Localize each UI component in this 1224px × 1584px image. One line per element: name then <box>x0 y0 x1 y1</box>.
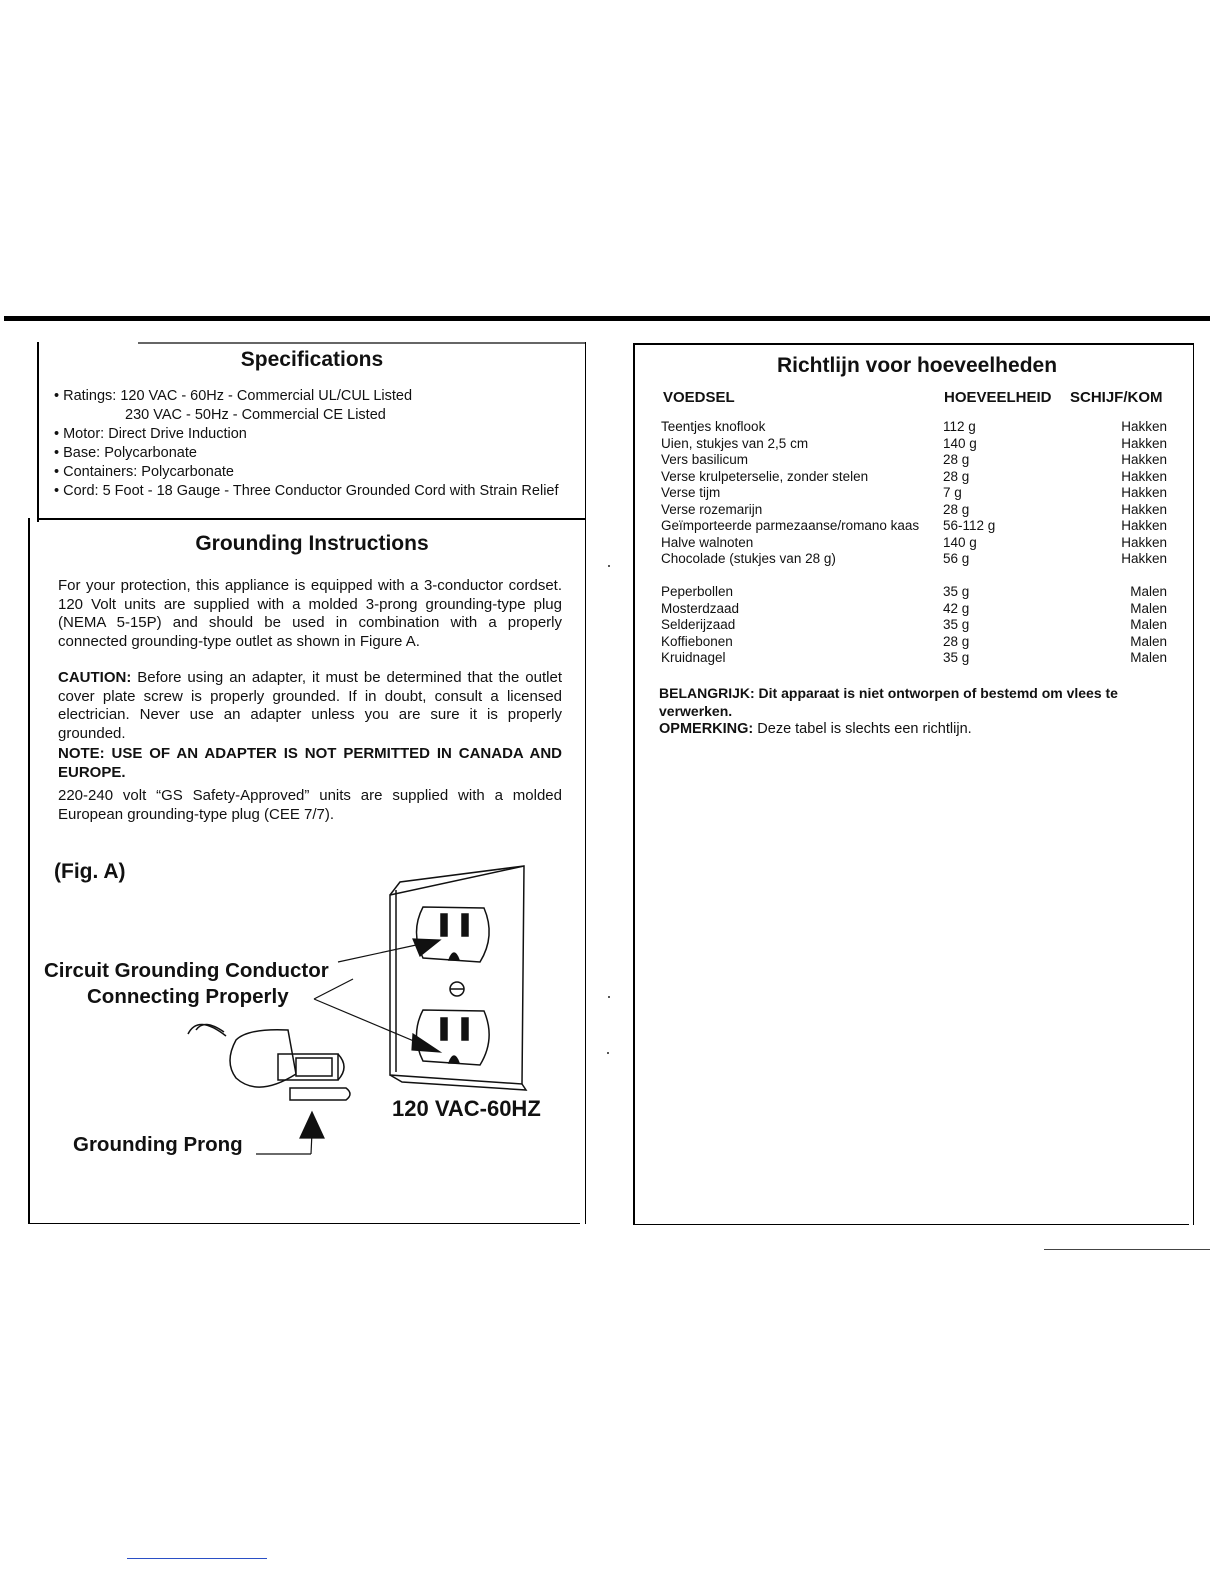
column-header-disc: SCHIJF/KOM <box>1070 389 1163 406</box>
important-note: BELANGRIJK: Dit apparaat is niet ontworpen of bestemd om vlees te verwerken. <box>659 685 1118 719</box>
remark-note <box>659 721 1169 739</box>
food-name-cell: Peperbollen <box>661 584 734 599</box>
european-plug-paragraph: 220-240 volt “GS Safety-Approved” units are supplied with a molded European grounding-type plug (CEE 7/7). <box>58 787 562 823</box>
quantity-guide-title: Richtlijn voor hoeveelheden <box>776 354 1058 377</box>
grounding-paragraph: For your protection, this appliance is equipped with a 3-conductor cordset. 120 Volt units are supplied with a molded 3-prong grounding-type plug (NEMA 5-15P) and should be used in combination with a properly connected grounding-type outlet as shown in Figure A. <box>58 577 562 650</box>
quantity-cell: 28 g <box>943 452 970 467</box>
adapter-note: NOTE: USE OF AN ADAPTER IS NOT PERMITTED IN CANADA AND EUROPE. <box>58 745 562 781</box>
quantity-cell: 112 g <box>943 419 976 434</box>
quantity-cell: 28 g <box>943 468 970 484</box>
disc-cell: Hakken <box>1121 534 1167 550</box>
disc-cell: Hakken <box>1121 501 1167 517</box>
remark-label: OPMERKING: <box>659 721 754 737</box>
left-panel <box>28 342 586 1224</box>
disc-cell: Hakken <box>1121 435 1167 451</box>
disc-cell: Malen <box>1130 650 1167 665</box>
wall-outlet-icon <box>390 866 526 1090</box>
grounding-prong-label: Grounding Prong <box>73 1133 243 1156</box>
table-row <box>661 419 1167 436</box>
disc-cell: Hakken <box>1121 485 1167 500</box>
column-header-quantity: HOEVEELHEID <box>944 389 1052 406</box>
spec-item: • Ratings: 120 VAC - 60Hz - Commercial UL/CUL Listed <box>54 388 413 404</box>
specifications-title: Specifications <box>240 348 384 371</box>
table-row <box>661 650 1167 667</box>
quantity-cell: 35 g <box>943 650 970 665</box>
outlet-plug-illustration <box>28 842 586 1182</box>
disc-cell: Hakken <box>1121 419 1167 434</box>
disc-cell: Hakken <box>1121 551 1167 566</box>
section-divider <box>37 518 586 520</box>
food-name-cell: Verse rozemarijn <box>661 501 763 517</box>
food-name-cell: Halve walnoten <box>661 534 754 550</box>
table-row <box>661 584 1167 601</box>
table-row <box>661 551 1167 568</box>
quantity-cell: 56-112 g <box>943 518 996 533</box>
column-header-food: VOEDSEL <box>663 389 735 406</box>
disc-cell: Hakken <box>1121 518 1167 533</box>
spec-item: 230 VAC - 50Hz - Commercial CE Listed <box>125 407 386 423</box>
food-name-cell: Uien, stukjes van 2,5 cm <box>661 435 809 451</box>
circuit-grounding-label <box>44 958 329 1010</box>
table-row <box>661 535 1167 552</box>
quantity-cell: 35 g <box>943 584 970 599</box>
food-name-cell: Verse krulpeterselie, zonder stelen <box>661 468 869 484</box>
food-name-cell: Verse tijm <box>661 485 721 500</box>
scan-line <box>1044 1249 1210 1250</box>
disc-cell: Hakken <box>1121 468 1167 484</box>
circuit-label-line: Circuit Grounding Conductor <box>44 959 329 982</box>
spec-item: • Motor: Direct Drive Induction <box>54 426 247 442</box>
food-name-cell: Mosterdzaad <box>661 600 740 616</box>
table-row <box>661 617 1167 634</box>
caution-text: Before using an adapter, it must be determined that the outlet cover plate screw is properly grounded. If in doubt, consult a licensed electrician. Never use an adapter unless you are sure it is properly grounded. <box>58 669 562 742</box>
quantity-cell: 140 g <box>943 534 977 550</box>
disc-cell: Malen <box>1130 617 1167 632</box>
remark-text: Deze tabel is slechts een richtlijn. <box>753 721 972 737</box>
top-rule <box>4 316 1210 321</box>
caution-label: CAUTION: <box>58 669 132 686</box>
table-row <box>661 502 1167 519</box>
figure-label: (Fig. A) <box>54 860 126 883</box>
quantity-cell: 7 g <box>943 485 962 500</box>
table-row <box>661 469 1167 486</box>
quantity-cell: 56 g <box>943 551 970 566</box>
quantity-cell: 140 g <box>943 435 977 451</box>
right-panel <box>633 343 1194 1225</box>
caution-paragraph <box>58 669 562 743</box>
disc-cell: Malen <box>1130 633 1167 649</box>
frame-line <box>28 1223 580 1225</box>
table-row <box>661 601 1167 618</box>
grounding-title: Grounding Instructions <box>195 532 429 555</box>
pointer-arrows <box>314 939 440 1052</box>
table-row <box>661 634 1167 651</box>
disc-cell: Malen <box>1130 584 1167 599</box>
food-name-cell: Geïmporteerde parmezaanse/romano kaas <box>661 518 920 533</box>
food-name-cell: Teentjes knoflook <box>661 419 766 434</box>
frame-line <box>633 343 635 1225</box>
plug-icon <box>188 1024 350 1100</box>
table-row <box>661 518 1167 535</box>
circuit-label-line: Connecting Properly <box>87 985 289 1008</box>
quantity-cell: 28 g <box>943 633 970 649</box>
quantity-cell: 42 g <box>943 600 970 616</box>
frame-line <box>1193 343 1195 1225</box>
table-row <box>661 436 1167 453</box>
voltage-label: 120 VAC-60HZ <box>392 1096 541 1121</box>
spec-item: • Containers: Polycarbonate <box>54 464 234 480</box>
specifications-list <box>54 387 584 501</box>
frame-line <box>633 343 1194 345</box>
grind-table <box>661 584 1167 667</box>
spec-item: • Base: Polycarbonate <box>54 445 197 461</box>
prong-arrow <box>256 1112 324 1154</box>
frame-line <box>138 342 586 344</box>
disc-cell: Malen <box>1130 600 1167 616</box>
food-name-cell: Koffiebonen <box>661 633 733 649</box>
scan-line <box>127 1558 267 1559</box>
frame-line <box>633 1224 1189 1226</box>
table-row <box>661 452 1167 469</box>
table-row <box>661 485 1167 502</box>
chop-table <box>661 419 1167 568</box>
disc-cell: Hakken <box>1121 452 1167 467</box>
spec-item: • Cord: 5 Foot - 18 Gauge - Three Conductor Grounded Cord with Strain Relief <box>54 483 559 499</box>
quantity-cell: 28 g <box>943 501 970 517</box>
food-name-cell: Vers basilicum <box>661 452 749 467</box>
food-name-cell: Selderijzaad <box>661 617 736 632</box>
food-name-cell: Kruidnagel <box>661 650 726 665</box>
quantity-cell: 35 g <box>943 617 970 632</box>
food-name-cell: Chocolade (stukjes van 28 g) <box>661 551 836 566</box>
